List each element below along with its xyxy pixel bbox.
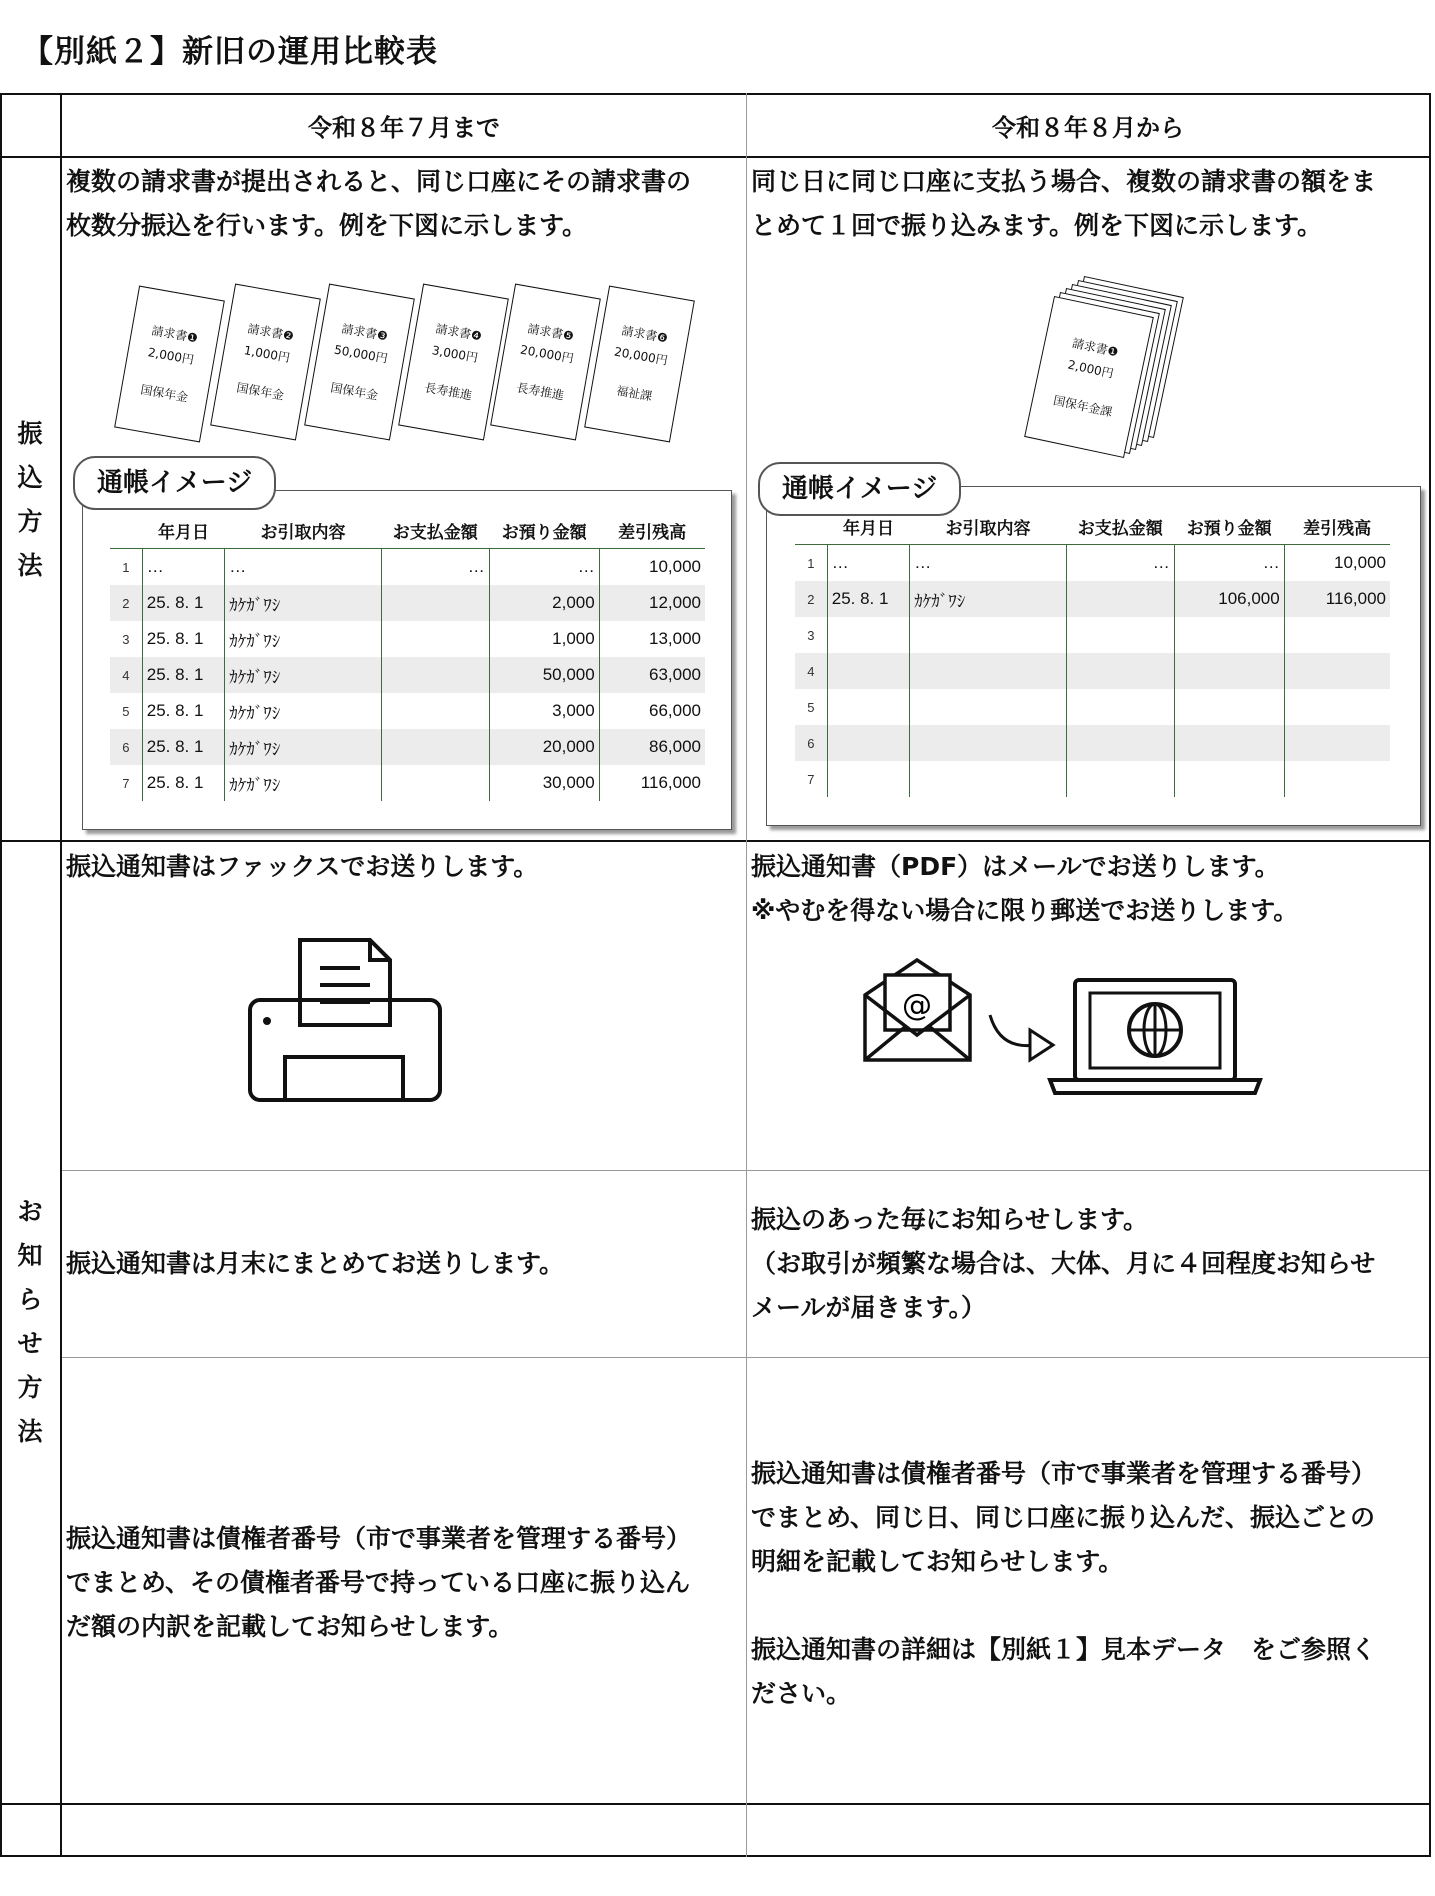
row-number: 2 — [110, 585, 142, 621]
passbook-cell — [1066, 689, 1174, 725]
row-number: 2 — [795, 581, 827, 617]
passbook-cell — [910, 689, 1067, 725]
invoice-doc: 請求書❷ 1,000円 国保年金 — [210, 284, 321, 441]
passbook-cell: 25. 8. 1 — [142, 765, 225, 801]
row-number: 4 — [110, 657, 142, 693]
passbook-cell: 25. 8. 1 — [142, 585, 225, 621]
invoice-doc: 請求書❺ 20,000円 長寿推進 — [490, 284, 601, 441]
fax-icon — [245, 935, 445, 1105]
passbook-cell: 66,000 — [599, 693, 705, 729]
passbook-cell: 63,000 — [599, 657, 705, 693]
passbook-cell: … — [225, 549, 382, 586]
passbook-cell — [1284, 725, 1390, 761]
passbook-cell: ｶｹｶﾞﾜｼ — [225, 621, 382, 657]
passbook-row — [110, 585, 705, 621]
passbook-cell: … — [489, 549, 599, 586]
row-number: 1 — [807, 555, 815, 571]
passbook-cell: 10,000 — [599, 549, 705, 586]
passbook-row — [795, 689, 1390, 725]
passbook-cell — [381, 693, 489, 729]
passbook-cell — [910, 725, 1067, 761]
passbook-cell: ｶｹｶﾞﾜｼ — [225, 693, 382, 729]
passbook-cell — [1066, 761, 1174, 797]
passbook-cell: ｶｹｶﾞﾜｼ — [225, 765, 382, 801]
invoice-doc: 請求書❶ 2,000円 国保年金 — [114, 286, 225, 443]
passbook-cell: 106,000 — [1174, 581, 1284, 617]
notice-new-text-3: 振込通知書は債権者番号（市で事業者を管理する番号） でまとめ、同じ日、同じ口座に振り込んだ、振込ごとの 明細を記載してお知らせします。 振込通知書の詳細は【別紙１】見本データ をご参照く ださい。 — [751, 1459, 1377, 1708]
passbook-cell: 2,000 — [489, 585, 599, 621]
passbook-cell: ｶｹｶﾞﾜｼ — [910, 581, 1067, 617]
invoice-doc: 請求書❻ 20,000円 福祉課 — [584, 286, 695, 443]
passbook-cell — [827, 725, 910, 761]
passbook-cell: 13,000 — [599, 621, 705, 657]
passbook-cell: … — [1066, 545, 1174, 582]
passbook-cell: 116,000 — [599, 765, 705, 801]
passbook-cell: 3,000 — [489, 693, 599, 729]
passbook-cell: 116,000 — [1284, 581, 1390, 617]
passbook-cell: 25. 8. 1 — [142, 693, 225, 729]
row-number: 3 — [807, 627, 815, 643]
column-header-old: 令和８年７月まで — [308, 114, 500, 142]
passbook-cell — [910, 761, 1067, 797]
passbook-cell: 20,000 — [489, 729, 599, 765]
row-number: 1 — [122, 559, 130, 575]
passbook-row — [795, 725, 1390, 761]
passbook-label-new: 通帳イメージ — [758, 462, 961, 516]
passbook-cell: 25. 8. 1 — [142, 729, 225, 765]
invoice-doc: 請求書❶ 2,000円 国保年金課 — [1024, 296, 1154, 458]
passbook-cell — [1284, 689, 1390, 725]
passbook-cell: … — [827, 545, 910, 582]
passbook-cell: 12,000 — [599, 585, 705, 621]
passbook-table-old: 年月日 お引取内容 お支払金額 お預り金額 差引残高 1 … … … … 10,000 2 25. 8. 1 ｶｹｶﾞﾜｼ 2,000 12,000 3 25. 8. 1 ｶｹｶﾞﾜｼ 1,000 13,000 4 25. 8. 1 ｶｹｶﾞﾜｼ 50,000 63,000 5 25. 8. 1 ｶｹｶﾞﾜｼ 3,000 66,000 6 25. 8. 1 ｶｹｶﾞﾜｼ 20,000 86,000 7 25. 8. 1 ｶｹｶﾞﾜｼ 30,000 116,000 — [110, 512, 705, 801]
transfer-new-text: 同じ日に同じ口座に支払う場合、複数の請求書の額をま とめて１回で振り込みます。例を下図に示します。 — [751, 167, 1377, 240]
passbook-cell: 50,000 — [489, 657, 599, 693]
passbook-cell: 30,000 — [489, 765, 599, 801]
passbook-cell — [827, 653, 910, 689]
passbook-cell — [1284, 617, 1390, 653]
passbook-cell: 25. 8. 1 — [827, 581, 910, 617]
notice-old-text-2: 振込通知書は月末にまとめてお送りします。 — [66, 1249, 565, 1278]
passbook-cell — [1066, 617, 1174, 653]
passbook-cell — [1174, 725, 1284, 761]
row-number: 3 — [122, 631, 130, 647]
passbook-label-old: 通帳イメージ — [73, 456, 276, 510]
passbook-cell: … — [381, 549, 489, 586]
passbook-cell — [1066, 581, 1174, 617]
passbook-row — [110, 765, 705, 801]
passbook-cell: ｶｹｶﾞﾜｼ — [225, 585, 382, 621]
passbook-cell — [1066, 653, 1174, 689]
row-number: 4 — [795, 653, 827, 689]
passbook-cell: … — [1174, 545, 1284, 582]
svg-text:@: @ — [902, 988, 932, 1023]
row-number: 7 — [122, 775, 130, 791]
laptop-globe-icon — [1045, 975, 1265, 1100]
passbook-row — [795, 761, 1390, 797]
passbook-row — [110, 729, 705, 765]
passbook-cell: … — [142, 549, 225, 586]
notice-old-text-3: 振込通知書は債権者番号（市で事業者を管理する番号） でまとめ、その債権者番号で持っている口座に振り込ん だ額の内訳を記載してお知らせします。 — [66, 1524, 692, 1641]
row-number: 6 — [110, 729, 142, 765]
invoice-doc: 請求書❹ 3,000円 長寿推進 — [398, 284, 509, 441]
transfer-old-text: 複数の請求書が提出されると、同じ口座にその請求書の 枚数分振込を行います。例を下図に示します。 — [66, 167, 692, 240]
passbook-cell: … — [910, 545, 1067, 582]
row-number: 5 — [807, 699, 815, 715]
passbook-cell — [910, 653, 1067, 689]
passbook-row — [795, 617, 1390, 653]
passbook-cell — [1066, 725, 1174, 761]
row-number: 6 — [795, 725, 827, 761]
passbook-cell — [910, 617, 1067, 653]
row-number: 5 — [122, 703, 130, 719]
passbook-cell — [381, 585, 489, 621]
passbook-row — [795, 581, 1390, 617]
passbook-cell — [1174, 617, 1284, 653]
passbook-row — [110, 549, 705, 586]
passbook-cell — [827, 761, 910, 797]
row-label-transfer: 振 込 方 法 — [17, 419, 43, 580]
passbook-cell — [381, 657, 489, 693]
passbook-row — [795, 545, 1390, 582]
passbook-cell — [827, 617, 910, 653]
passbook-cell: ｶｹｶﾞﾜｼ — [225, 657, 382, 693]
passbook-cell: 1,000 — [489, 621, 599, 657]
passbook-cell — [1284, 653, 1390, 689]
notice-new-text-2: 振込のあった毎にお知らせします。 （お取引が頻繁な場合は、大体、月に４回程度お知らせ メールが届きます。） — [751, 1205, 1376, 1322]
mail-icon — [860, 955, 975, 1065]
passbook-row — [795, 653, 1390, 689]
passbook-row — [110, 621, 705, 657]
passbook-cell: 25. 8. 1 — [142, 657, 225, 693]
passbook-cell — [827, 689, 910, 725]
passbook-cell — [1174, 761, 1284, 797]
passbook-cell: ｶｹｶﾞﾜｼ — [225, 729, 382, 765]
passbook-cell — [1174, 689, 1284, 725]
passbook-cell: 10,000 — [1284, 545, 1390, 582]
page-title: 【別紙２】新旧の運用比較表 — [22, 34, 438, 70]
passbook-row — [110, 693, 705, 729]
passbook-table-new: 年月日 お引取内容 お支払金額 お預り金額 差引残高 1 … … … … 10,000 2 25. 8. 1 ｶｹｶﾞﾜｼ 106,000 116,000 3 4 5 6 7 — [795, 508, 1390, 797]
row-label-notice: お 知 ら せ 方 法 — [17, 1197, 43, 1446]
invoice-doc: 請求書❸ 50,000円 国保年金 — [304, 284, 415, 441]
row-number: 7 — [807, 771, 815, 787]
column-header-new: 令和８年８月から — [992, 114, 1184, 142]
notice-new-text-1: 振込通知書（PDF）はメールでお送りします。 ※やむを得ない場合に限り郵送でお送りします。 — [751, 852, 1299, 925]
passbook-row — [110, 657, 705, 693]
passbook-cell — [1284, 761, 1390, 797]
passbook-cell: 86,000 — [599, 729, 705, 765]
passbook-cell — [381, 765, 489, 801]
passbook-cell — [381, 729, 489, 765]
passbook-cell: 25. 8. 1 — [142, 621, 225, 657]
notice-old-text-1: 振込通知書はファックスでお送りします。 — [66, 852, 539, 881]
passbook-cell — [1174, 653, 1284, 689]
passbook-cell — [381, 621, 489, 657]
